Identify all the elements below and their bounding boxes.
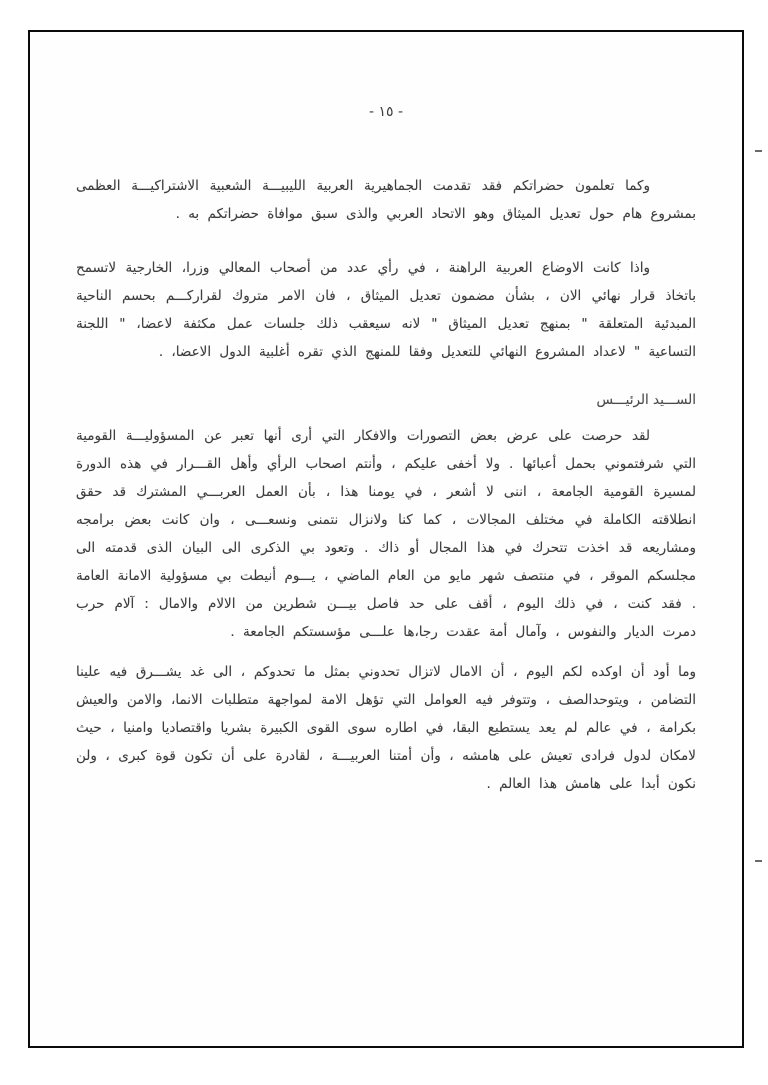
paragraph-hopes: وما أود أن اوكده لكم اليوم ، أن الامال لاتزال تحدوني بمثل ما تحدوكم ، الى غد يشـــرق فيه علينا التضامن ، ويتوحدالصف ، وتتوفر فيه العوامل التي تؤهل الامة لمواجهة متطلبات الانما، والامن والعيش بكرامة ، في عالم لم يعد يستطيع البقا، في اطاره سوى القوى الكبيرة بشريا واقتصاديا وامنيا ، حيث لامكان لدول فرادى تعيش على هامشه ، وأن أمتنا العربيـــة ، لقادرة على أن تكون قوة كبرى ، ولن نكون أبدا على هامش هذا العالم . xyxy=(76,664,696,792)
paragraph-intro: وكما تعلمون حضراتكم فقد تقدمت الجماهيرية العربية الليبيـــة الشعبية الاشتراكيـــة العظمى بمشروع هام حول تعديل الميثاق وهو الاتحاد العربي والذى سبق موافاة حضراتكم به . xyxy=(76,178,696,222)
paragraph-reflections: لقد حرصت على عرض بعض التصورات والافكار التي أرى أنها تعبر عن المسؤوليـــة القومية التي شرفتموني بحمل أعبائها . ولا أخفى عليكم ، وأنتم اصحاب الرأي وأهل القـــرار في هذه الدورة لمسيرة القومية الجامعة ، اننى لا أشعر ، في يومنا هذا ، بأن العمل العربـــي المشترك قد حقق انطلاقته الكاملة في مختلف المجالات ، كما كنا ولانزال نتمنى ونسعـــى ، وان كانت بعض برامجه ومشاريعه قد اخذت تتحرك في هذا المجال أو ذاك . وتعود بي الذكرى الى البيان الذى قدمته الى مجلسكم الموقر ، في منتصف شهر مايو من العام الماضي ، يـــوم أنيطت بي مسؤولية الامانة العامة . فقد كنت ، في ذلك اليوم ، أقف على حد فاصل بيـــن شطرين من الالام والامال : آلام حرب دمرت الديار والنفوس ، وآمال أمة عقدت رجا،ها علـــى مؤسستكم الجامعة . xyxy=(76,428,696,640)
scan-mark-bottom xyxy=(755,860,762,862)
page-border xyxy=(28,30,744,1048)
page-number: - ١٥ - xyxy=(368,104,404,120)
scan-mark-top xyxy=(755,150,762,152)
page-content xyxy=(76,32,696,798)
paragraph-charter-amendment: واذا كانت الاوضاع العربية الراهنة ، في رأي عدد من أصحاب المعالي وزرا، الخارجية لاتسمح باتخاذ قرار نهائي الان ، بشأن مضمون تعديل الميثاق ، فان الامر متروك لقراركـــم بحسم الناحية المبدئية المتعلقة " بمنهج تعديل الميثاق " لانه سيعقب ذلك جلسات عمل مكثفة لاعضا، " اللجنة التساعية " لاعداد المشروع النهائي للتعديل وفقا للمنهج الذي تقره أغلبية الدول الاعضا، . xyxy=(76,260,696,360)
section-heading-mr-president: الســـيد الرئيـــس xyxy=(596,392,696,408)
